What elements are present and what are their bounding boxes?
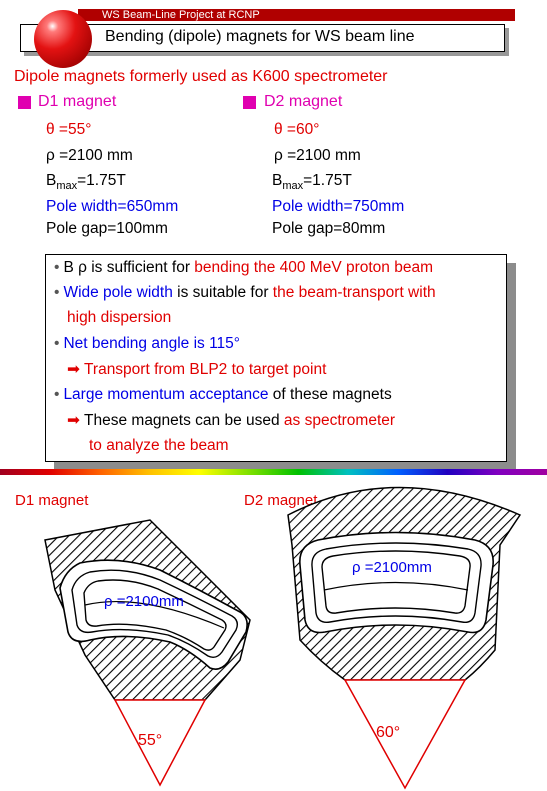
title-box bbox=[20, 24, 505, 52]
d1-square-icon bbox=[18, 96, 31, 109]
bullet-2-cont: high dispersion bbox=[67, 309, 172, 326]
d1-rho-label: ρ =2100mm bbox=[104, 593, 184, 610]
bullet-1: • B ρ is sufficient for bending the 400 MeV proton beam bbox=[54, 259, 433, 276]
red-sphere-logo bbox=[34, 10, 92, 68]
d1-angle-label: 55° bbox=[138, 732, 163, 749]
d2-angle-label: 60° bbox=[376, 724, 401, 741]
bullet-3-sub: ➡ Transport from BLP2 to target point bbox=[67, 361, 327, 378]
d1-theta: θ =55° bbox=[46, 121, 92, 138]
d2-rho: ρ =2100 mm bbox=[274, 147, 361, 164]
d2-pole-gap: Pole gap=80mm bbox=[272, 220, 386, 237]
d1-pole-gap: Pole gap=100mm bbox=[46, 220, 168, 237]
d2-diagram-label: D2 magnet bbox=[244, 492, 318, 509]
bullet-4-sub: ➡ These magnets can be used as spectrometer bbox=[67, 412, 396, 429]
bullet-box bbox=[45, 254, 507, 462]
d2-pole-width: Pole width=750mm bbox=[272, 198, 405, 215]
d1-magnet-drawing bbox=[45, 520, 250, 785]
arrow-right-icon: ➡ bbox=[67, 412, 85, 429]
bullet-3: • Net bending angle is 115° bbox=[54, 335, 240, 352]
header-band bbox=[78, 9, 515, 21]
page-title: Bending (dipole) magnets for WS beam line bbox=[105, 28, 415, 45]
rainbow-divider bbox=[0, 469, 547, 475]
d2-bmax: $B_{max}=1.75T$ bbox=[272, 172, 352, 193]
arrow-right-icon: ➡ bbox=[67, 361, 85, 378]
subtitle: Dipole magnets formerly used as K600 spectrometer bbox=[14, 68, 388, 85]
bullet-2: • Wide pole width is suitable for the beam-transport with bbox=[54, 284, 436, 301]
project-label: WS Beam-Line Project at RCNP bbox=[102, 9, 260, 21]
bullet-4-sub-cont: to analyze the beam bbox=[89, 437, 229, 454]
magnet-diagrams bbox=[0, 478, 547, 791]
d1-diagram-label: D1 magnet bbox=[15, 492, 89, 509]
d2-heading: D2 magnet bbox=[264, 93, 343, 110]
d1-rho: ρ =2100 mm bbox=[46, 147, 133, 164]
d2-theta: θ =60° bbox=[274, 121, 320, 138]
d2-magnet-drawing bbox=[288, 488, 520, 789]
d2-square-icon bbox=[243, 96, 256, 109]
bullet-4: • Large momentum acceptance of these magnets bbox=[54, 386, 392, 403]
d1-bmax: $B_{max}=1.75T$ bbox=[46, 172, 126, 193]
d1-pole-width: Pole width=650mm bbox=[46, 198, 179, 215]
d1-heading: D1 magnet bbox=[38, 93, 117, 110]
d2-rho-label: ρ =2100mm bbox=[352, 559, 432, 576]
